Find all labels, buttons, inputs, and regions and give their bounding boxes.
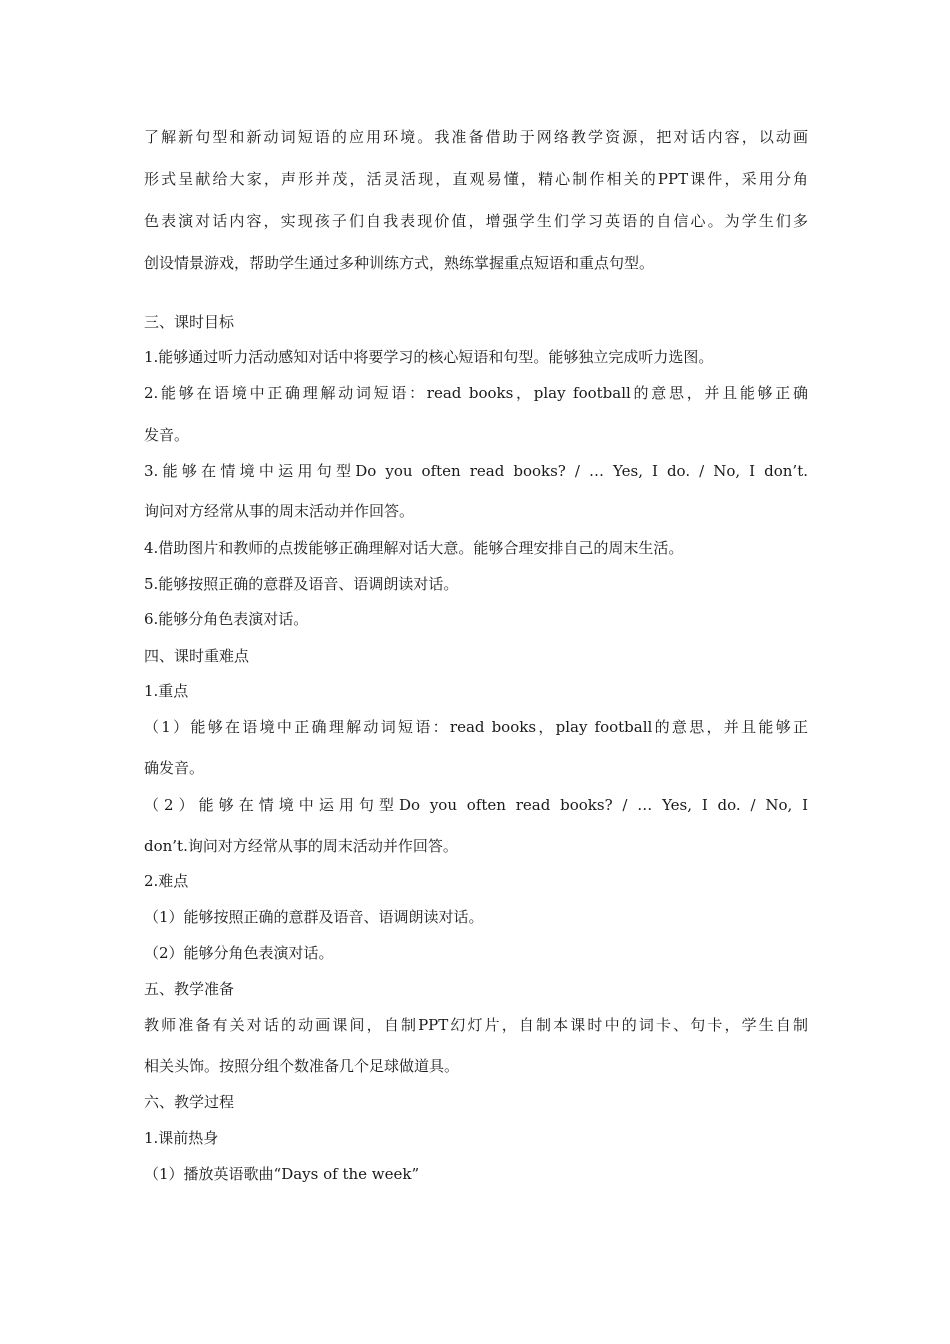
list-item: （2）能够分角色表演对话。 <box>144 944 334 962</box>
paragraph-line: 形式呈献给大家，声形并茂，活灵活现，直观易懂，精心制作相关的PPT课件，采用分角 <box>144 170 808 188</box>
list-item: 5.能够按照正确的意群及语音、语调朗读对话。 <box>144 575 459 593</box>
paragraph-line: 相关头饰。按照分组个数准备几个足球做道具。 <box>144 1057 460 1075</box>
list-item: 1.能够通过听力活动感知对话中将要学习的核心短语和句型。能够独立完成听力选图。 <box>144 348 714 366</box>
list-item: （1）播放英语歌曲“Days of the week” <box>144 1165 420 1183</box>
paragraph-line: 教师准备有关对话的动画课间，自制PPT幻灯片，自制本课时中的词卡、句卡，学生自制 <box>144 1016 808 1034</box>
list-item-continuation: 发音。 <box>144 426 190 444</box>
list-item-continuation: don’t.询问对方经常从事的周末活动并作回答。 <box>144 837 458 855</box>
list-item: （1）能够按照正确的意群及语音、语调朗读对话。 <box>144 908 484 926</box>
list-item: 6.能够分角色表演对话。 <box>144 610 309 628</box>
list-item-continuation: 确发音。 <box>144 759 205 777</box>
list-item: 3.能够在情境中运用句型Do you often read books? / … Yes, I do. / No, I don’t. <box>144 462 808 480</box>
list-item: （1）能够在语境中正确理解动词短语：read books，play football的意思，并且能够正 <box>144 718 808 736</box>
section-heading: 三、课时目标 <box>144 313 235 331</box>
list-item-continuation: 询问对方经常从事的周末活动并作回答。 <box>144 502 415 520</box>
section-heading: 五、教学准备 <box>144 980 235 998</box>
subheading: 1.重点 <box>144 682 189 700</box>
section-heading: 四、课时重难点 <box>144 647 250 665</box>
list-item: （2）能够在情境中运用句型Do you often read books? / … Yes, I do. / No, I <box>144 796 808 814</box>
paragraph-line: 了解新句型和新动词短语的应用环境。我准备借助于网络教学资源，把对话内容，以动画 <box>144 128 808 146</box>
subheading: 1.课前热身 <box>144 1129 219 1147</box>
subheading: 2.难点 <box>144 872 189 890</box>
paragraph-line: 色表演对话内容，实现孩子们自我表现价值，增强学生们学习英语的自信心。为学生们多 <box>144 212 808 230</box>
section-heading: 六、教学过程 <box>144 1093 235 1111</box>
list-item: 2.能够在语境中正确理解动词短语：read books，play football的意思，并且能够正确 <box>144 384 808 402</box>
paragraph-line: 创设情景游戏，帮助学生通过多种训练方式，熟练掌握重点短语和重点句型。 <box>144 254 655 272</box>
list-item: 4.借助图片和教师的点拨能够正确理解对话大意。能够合理安排自己的周末生活。 <box>144 539 684 557</box>
